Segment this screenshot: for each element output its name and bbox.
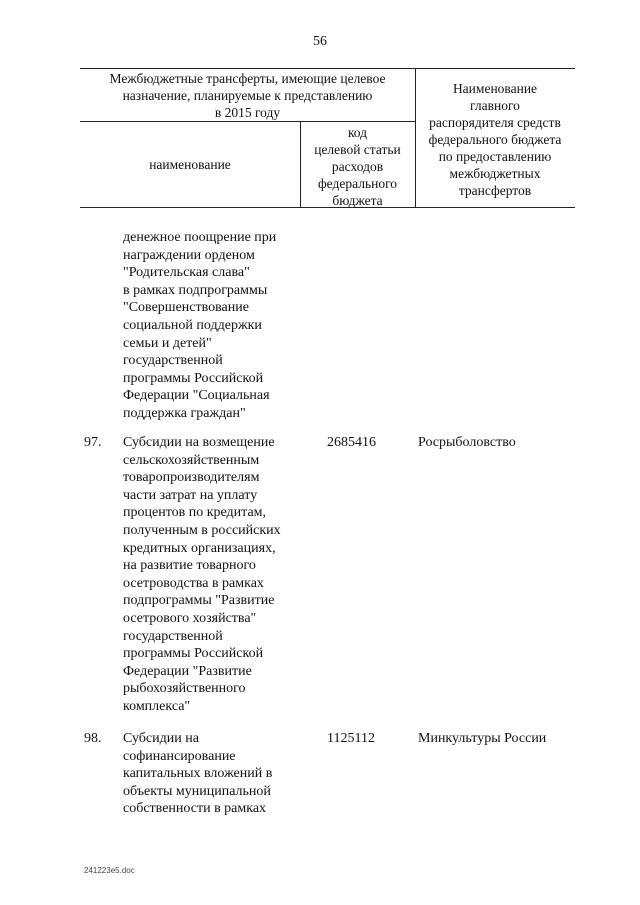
table-row-98-code: 1125112 (327, 731, 375, 746)
table-row-97-description: Субсидии на возмещение сельскохозяйственным товаропроизводителям части затрат на уплату процентов по кредитам, полученным в российских кредитных организациях, на развитие товарного осетроводства в рамках подпрограммы "Развитие осетрового хозяйства" государственной программы Российской Федерации "Развитие рыбохозяйственного комплекса" (123, 435, 281, 714)
header-distributor-label: Наименование главного распорядителя средств федерального бюджета по предоставлению межбюджетных трансфертов (428, 81, 562, 198)
header-top-rule (80, 68, 575, 69)
table-row-97-number: 97. (84, 435, 102, 450)
table-row-continuation-description: денежное поощрение при награждении орденом "Родительская слава" в рамках подпрограммы "Совершенствование социальной поддержки семьи и детей" государственной программы Российской Федерации "Социальная поддержка граждан" (123, 230, 277, 421)
table-row-98-agency: Минкультуры России (418, 731, 547, 746)
table-row-98-description: Субсидии на софинансирование капитальных вложений в объекты муниципальной собственности в рамках (123, 731, 273, 817)
table-row-97-code: 2685416 (327, 435, 376, 450)
header-group-label: Межбюджетные трансферты, имеющие целевое назначение, планируемые к представлению в 2015 году (109, 71, 386, 120)
header-sub-rule (80, 121, 415, 122)
table-row-98-number: 98. (84, 731, 102, 746)
header-name-label: наименование (149, 157, 231, 172)
footer-file-reference: 241223e5.doc (84, 866, 135, 875)
header-code-label: код целевой статьи расходов федерального бюджета (314, 125, 401, 208)
table-row-97-agency: Росрыболовство (418, 435, 516, 450)
page-number: 56 (313, 34, 327, 49)
